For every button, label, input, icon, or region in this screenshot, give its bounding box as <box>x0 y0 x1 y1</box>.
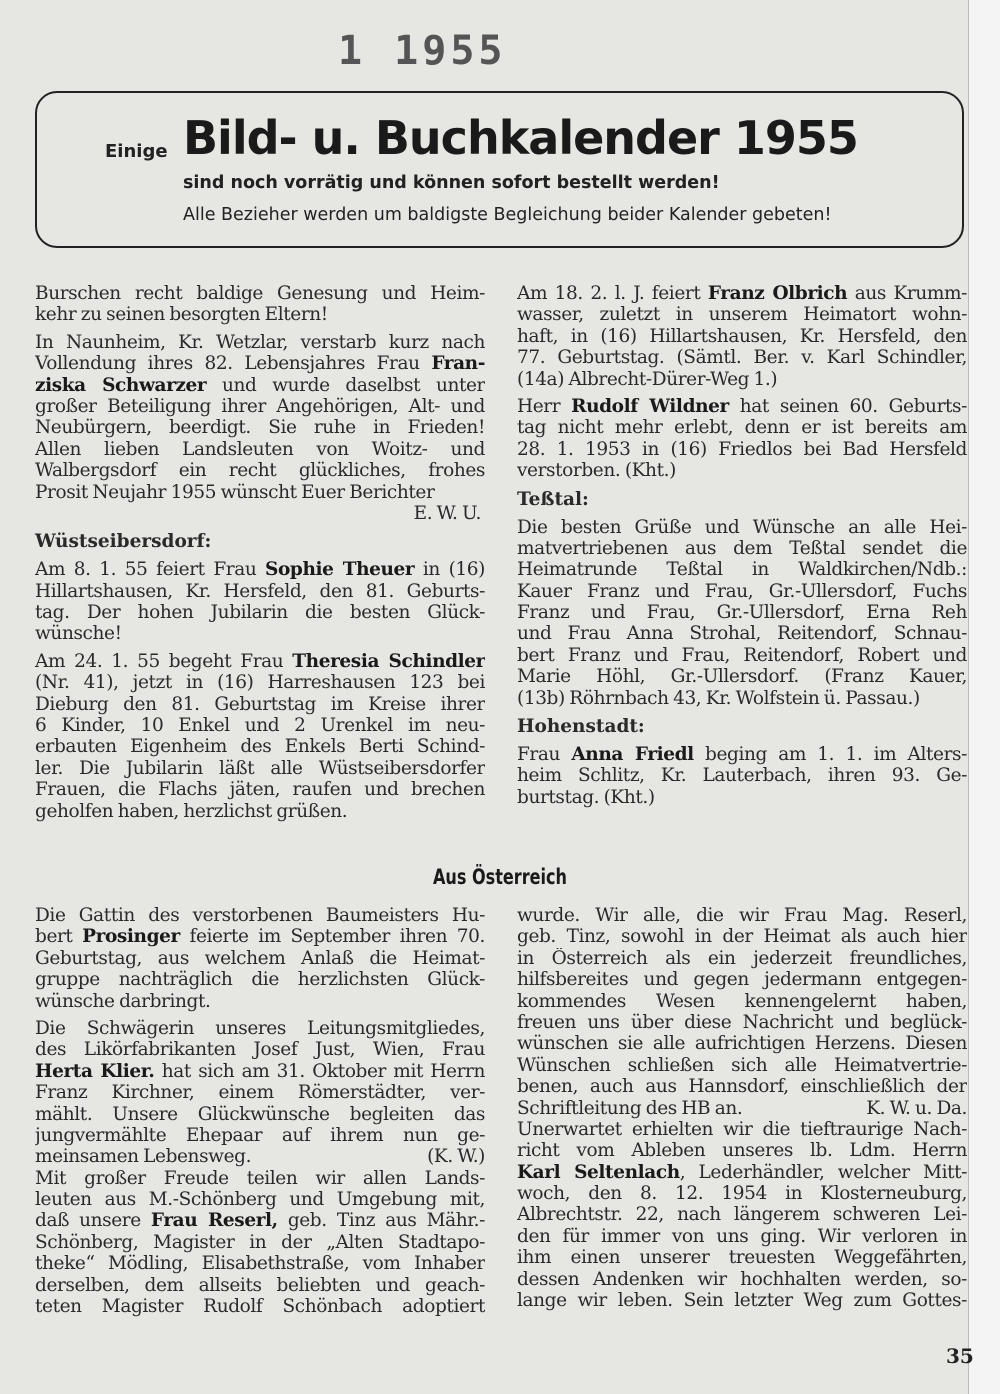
text-line: Frauen, die Flachs jäten, raufen und brechen <box>35 779 485 801</box>
text-line: (14a) Albrecht-Dürer-Weg 1.) <box>517 368 778 390</box>
calendar-ad-box <box>35 91 964 248</box>
text-line: kommendes Wesen kennengelernt haben, <box>517 990 967 1012</box>
text-line: gruppe nachträglich die herzlichsten Glück- <box>35 969 485 991</box>
signature-line <box>517 1098 967 1119</box>
text-line: wurde. Wir alle, die wir Frau Mag. Reserl, <box>517 905 967 926</box>
text-line: den für immer von uns ging. Wir verloren in <box>517 1225 967 1247</box>
text-line: Wünschen schließen sich alle Heimatvertrie- <box>517 1054 967 1076</box>
text-line: geb. Tinz, sowohl in der Heimat als auch hier <box>517 926 967 948</box>
text-line: wünsche darbringt. <box>35 990 211 1012</box>
text-line: 6 Kinder, 10 Enkel und 2 Urenkel im neu- <box>35 715 485 737</box>
text-line: Prosit Neujahr 1955 wünscht Euer Berichter <box>35 481 435 503</box>
issue-number: 1 1955 <box>338 28 507 74</box>
text-line: Unerwartet erhielten wir die tieftraurige Nach- <box>517 1118 967 1140</box>
ad-prefix: Einige <box>105 141 168 162</box>
paragraph <box>517 283 967 390</box>
text-line: 77. Geburtstag. (Sämtl. Ber. v. Karl Schindler, <box>517 347 967 369</box>
text-line: Heimatrunde Teßtal in Waldkirchen/Ndb.: <box>517 559 967 581</box>
section-title: Aus Österreich <box>432 865 567 889</box>
bold-name: Karl Seltenlach <box>517 1161 680 1183</box>
paragraph <box>517 1119 967 1312</box>
text-line: Schönberg, Magister in der „Alten Stadtapo- <box>35 1231 485 1253</box>
section-heading: Teßtal: <box>517 488 589 510</box>
ad-line-2: Alle Bezieher werden um baldigste Begleichung beider Kalender gebeten! <box>183 205 832 225</box>
text-line: bert Prosinger feierte im September ihren 70. <box>35 926 485 948</box>
text-line: benen, auch aus Hannsdorf, einschließlich der <box>517 1076 967 1098</box>
text-line: verstorben. (Kht.) <box>517 460 676 482</box>
text-line: Am 8. 1. 55 feiert Frau Sophie Theuer in (16) <box>35 559 485 581</box>
text-line: tag nicht mehr erlebt, denn er ist bereits am <box>517 417 967 439</box>
paragraph <box>517 905 967 1119</box>
text-line: Marie Höhl, Gr.-Ullersdorf. (Franz Kauer, <box>517 666 967 688</box>
text-line: Frau Anna Friedl beging am 1. 1. im Alters- <box>517 744 967 766</box>
text-line: tag. Der hohen Jubilarin die besten Glück- <box>35 602 485 624</box>
ad-line-1: sind noch vorrätig und können sofort bestellt werden! <box>183 173 720 193</box>
text-line: Die Schwägerin unseres Leitungsmitgliedes, <box>35 1017 485 1039</box>
column-bottom-left <box>35 905 485 1323</box>
section-heading: Wüstseibersdorf: <box>35 531 212 553</box>
text-line: heim Schlitz, Kr. Lauterbach, ihren 93. Ge- <box>517 765 967 787</box>
text-line: Am 24. 1. 55 begeht Frau Theresia Schindler <box>35 650 485 672</box>
text-line: 28. 1. 1953 in (16) Friedlos bei Bad Hersfeld <box>517 438 967 460</box>
text-line: ler. Die Jubilarin läßt alle Wüstseibersdorfer <box>35 757 485 779</box>
text-line: mählt. Unsere Glückwünsche begleiten das <box>35 1103 485 1125</box>
text-line: jungvermählte Ehepaar auf ihrem nun ge- <box>35 1124 485 1146</box>
text-line: kehr zu seinen besorgten Eltern! <box>35 304 328 326</box>
paragraph <box>35 283 485 326</box>
text-line: großer Beteiligung ihrer Angehörigen, Alt- und <box>35 395 485 417</box>
bold-name: Frau Reserl, <box>150 1210 278 1232</box>
page-edge <box>968 0 1000 1394</box>
text-line: derselben, dem allseits beliebten und geach- <box>35 1274 485 1296</box>
paragraph <box>35 559 485 645</box>
paragraph <box>517 517 967 710</box>
paragraph <box>517 744 967 808</box>
text-line: Allen lieben Landsleuten von Woitz- und <box>35 438 485 460</box>
section-heading: Hohenstadt: <box>517 716 645 738</box>
text-line: dessen Andenken wir hochhalten werden, so- <box>517 1268 967 1290</box>
text-line: Burschen recht baldige Genesung und Heim- <box>35 283 485 304</box>
text-line: Neubürgern, beerdigt. Sie ruhe in Frieden! <box>35 417 485 439</box>
paragraph <box>35 332 485 525</box>
column-top-right <box>517 283 967 814</box>
text-line: woch, den 8. 12. 1954 in Klosterneuburg, <box>517 1183 967 1205</box>
text-line: Franz Kirchner, einem Römerstädter, ver- <box>35 1082 485 1104</box>
signature: E. W. U. <box>413 502 481 524</box>
text-line: Geburtstag, aus welchem Anlaß die Heimat- <box>35 947 485 969</box>
text-line: haft, in (16) Hillartshausen, Kr. Hersfeld, den <box>517 325 967 347</box>
text-line: hilfsbereites und gegen jedermann entgegen- <box>517 969 967 991</box>
signature: (K. W.) <box>427 1146 485 1168</box>
text-line: Franz und Frau, Gr.-Ullersdorf, Erna Reh <box>517 602 967 624</box>
text-line: Die Gattin des verstorbenen Baumeisters Hu- <box>35 905 485 926</box>
signature: K. W. u. Da. <box>866 1097 967 1119</box>
text-line: erbauten Eigenheim des Enkels Berti Schind- <box>35 736 485 758</box>
text-line: geholfen haben, herzlichst grüßen. <box>35 800 348 822</box>
bold-name: Theresia Schindler <box>292 650 485 672</box>
bold-name: Fran- <box>431 353 485 375</box>
text-line: des Likörfabrikanten Josef Just, Wien, Frau <box>35 1039 485 1061</box>
bold-name: Herta Klier. <box>35 1060 155 1082</box>
text-line: Am 18. 2. l. J. feiert Franz Olbrich aus Krumm- <box>517 283 967 304</box>
line-text: Schriftleitung des HB an. <box>517 1097 743 1119</box>
text-line: Hillartshausen, Kr. Hersfeld, den 81. Geburts- <box>35 580 485 602</box>
text-line: Walbergsdorf ein recht glückliches, frohes <box>35 460 485 482</box>
bold-name: Rudolf Wildner <box>571 395 729 417</box>
text-line: daß unsere Frau Reserl, geb. Tinz aus Mähr.- <box>35 1210 485 1232</box>
bold-name: Sophie Theuer <box>265 559 415 581</box>
text-line: matvertriebenen aus dem Teßtal sendet die <box>517 537 967 559</box>
paragraph <box>35 1168 485 1318</box>
column-bottom-right <box>517 905 967 1317</box>
bold-name: Anna Friedl <box>571 744 694 766</box>
text-line: Mit großer Freude teilen wir allen Lands- <box>35 1167 485 1189</box>
text-line: (Nr. 41), jetzt in (16) Harreshausen 123 bei <box>35 672 485 694</box>
text-line: Dieburg den 81. Geburtstag im Kreise ihrer <box>35 693 485 715</box>
paragraph <box>35 1018 485 1168</box>
text-line: Karl Seltenlach, Lederhändler, welcher Mitt- <box>517 1161 967 1183</box>
text-line: theke“ Mödling, Elisabethstraße, vom Inhaber <box>35 1253 485 1275</box>
text-line: richt vom Ableben unseres lb. Ldm. Herrn <box>517 1140 967 1162</box>
paragraph <box>35 651 485 822</box>
text-line: Kauer Franz und Frau, Gr.-Ullersdorf, Fuchs <box>517 580 967 602</box>
text-line: freuen uns über diese Nachricht und beglück- <box>517 1011 967 1033</box>
text-line: (13b) Röhrnbach 43, Kr. Wolfstein ü. Passau.) <box>517 687 920 709</box>
text-line: In Naunheim, Kr. Wetzlar, verstarb kurz nach <box>35 331 485 353</box>
text-line: lange wir leben. Sein letzter Weg zum Gottes- <box>517 1290 967 1312</box>
page-number: 35 <box>946 1344 974 1368</box>
text-line: Herr Rudolf Wildner hat seinen 60. Geburts- <box>517 395 967 417</box>
text-line: leuten aus M.-Schönberg und Umgebung mit, <box>35 1189 485 1211</box>
text-line: in Österreich als ein jederzeit freundliches, <box>517 947 967 969</box>
text-line: Herta Klier. hat sich am 31. Oktober mit Herrn <box>35 1060 485 1082</box>
text-line: Die besten Grüße und Wünsche an alle Hei- <box>517 516 967 538</box>
text-line: wünschen sie alle aufrichtigen Herzens. Diesen <box>517 1033 967 1055</box>
bold-name: Franz Olbrich <box>707 283 848 304</box>
bold-name: Prosinger <box>82 926 180 948</box>
text-line: burtstag. (Kht.) <box>517 786 655 808</box>
text-line: ihm einen unserer treuesten Weggefährten, <box>517 1247 967 1269</box>
paragraph <box>35 905 485 1012</box>
text-line: Vollendung ihres 82. Lebensjahres Frau Fran- <box>35 353 485 375</box>
line-text: meinsamen Lebensweg. <box>35 1146 252 1168</box>
text-line: wünsche! <box>35 623 122 645</box>
text-line: ziska Schwarzer und wurde daselbst unter <box>35 374 485 396</box>
text-line: und Frau Anna Strohal, Reitendorf, Schnau- <box>517 623 967 645</box>
text-line: wasser, zuletzt in unserem Heimatort wohn- <box>517 304 967 326</box>
text-line: teten Magister Rudolf Schönbach adoptiert <box>35 1296 485 1318</box>
signature-line <box>35 1146 485 1167</box>
paragraph <box>517 396 967 482</box>
column-top-left <box>35 283 485 828</box>
ad-title: Bild- u. Buchkalender 1955 <box>183 111 858 165</box>
bold-name: ziska Schwarzer <box>35 374 207 396</box>
text-line: Albrechtstr. 22, nach längerem schweren Lei- <box>517 1204 967 1226</box>
text-line: bert Franz und Frau, Reitendorf, Robert und <box>517 644 967 666</box>
